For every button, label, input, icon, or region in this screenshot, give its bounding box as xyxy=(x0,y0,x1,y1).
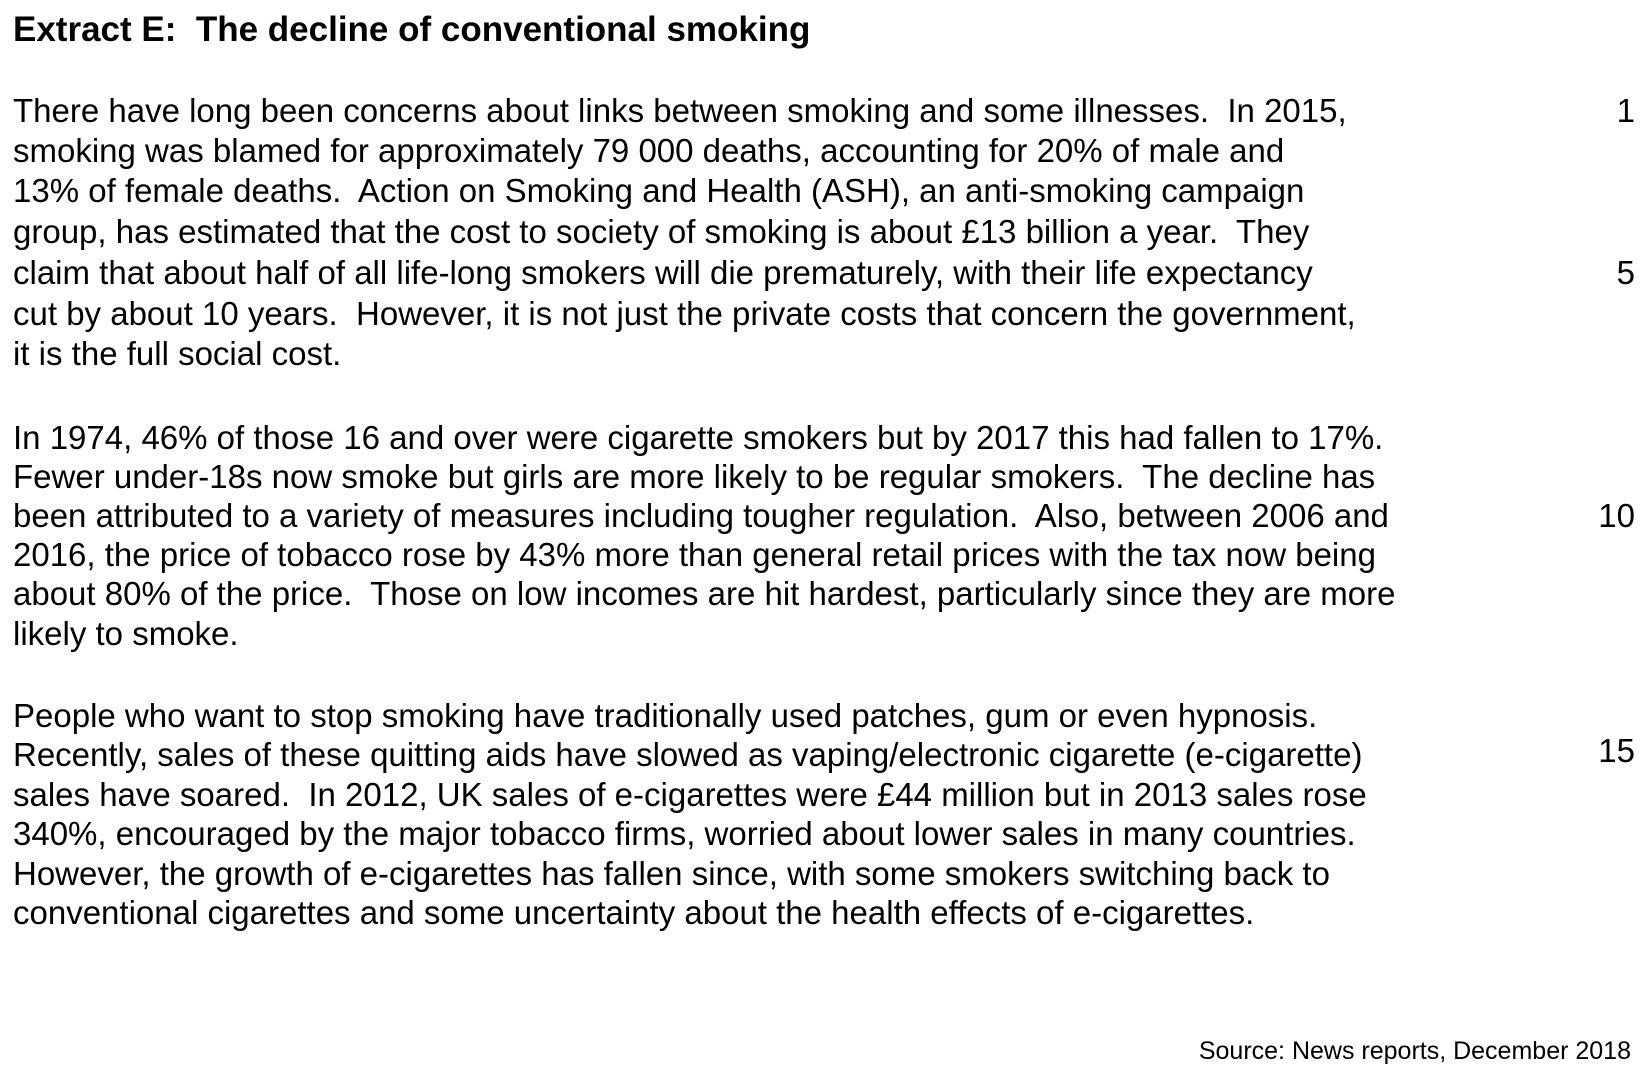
extract-title: Extract E: The decline of conventional smoking xyxy=(13,10,811,49)
line-number: 5 xyxy=(1616,254,1635,291)
text-line: 340%, encouraged by the major tobacco firms, worried about lower sales in many countries. xyxy=(13,815,1356,852)
text-line: group, has estimated that the cost to society of smoking is about £13 billion a year. They xyxy=(13,213,1310,250)
line-number: 1 xyxy=(1616,92,1635,129)
text-line: likely to smoke. xyxy=(13,615,239,652)
text-line: 13% of female deaths. Action on Smoking and Health (ASH), an anti-smoking campaign xyxy=(13,172,1305,209)
source-citation: Source: News reports, December 2018 xyxy=(1198,1037,1631,1065)
line-number: 10 xyxy=(1598,497,1635,534)
text-line: about 80% of the price. Those on low incomes are hit hardest, particularly since they are more xyxy=(13,575,1396,612)
text-line: Recently, sales of these quitting aids have slowed as vaping/electronic cigarette (e-cigarette) xyxy=(13,736,1363,773)
text-line: conventional cigarettes and some uncertainty about the health effects of e-cigarettes. xyxy=(13,894,1255,931)
line-number: 15 xyxy=(1598,732,1635,769)
text-line: sales have soared. In 2012, UK sales of e-cigarettes were £44 million but in 2013 sales rose xyxy=(13,776,1367,813)
text-line: claim that about half of all life-long smokers will die prematurely, with their life expectancy xyxy=(13,254,1313,291)
text-line: There have long been concerns about links between smoking and some illnesses. In 2015, xyxy=(13,92,1347,129)
text-line: been attributed to a variety of measures including tougher regulation. Also, between 2006 and xyxy=(13,497,1389,534)
text-line: smoking was blamed for approximately 79 000 deaths, accounting for 20% of male and xyxy=(13,132,1285,169)
text-line: In 1974, 46% of those 16 and over were cigarette smokers but by 2017 this had fallen to 17%. xyxy=(13,419,1384,456)
text-line: 2016, the price of tobacco rose by 43% more than general retail prices with the tax now being xyxy=(13,536,1376,573)
text-line: People who want to stop smoking have traditionally used patches, gum or even hypnosis. xyxy=(13,697,1318,734)
text-line: Fewer under-18s now smoke but girls are more likely to be regular smokers. The decline has xyxy=(13,458,1376,495)
text-line: cut by about 10 years. However, it is not just the private costs that concern the government, xyxy=(13,295,1356,332)
text-line: it is the full social cost. xyxy=(13,335,342,372)
text-line: However, the growth of e-cigarettes has fallen since, with some smokers switching back to xyxy=(13,855,1330,892)
